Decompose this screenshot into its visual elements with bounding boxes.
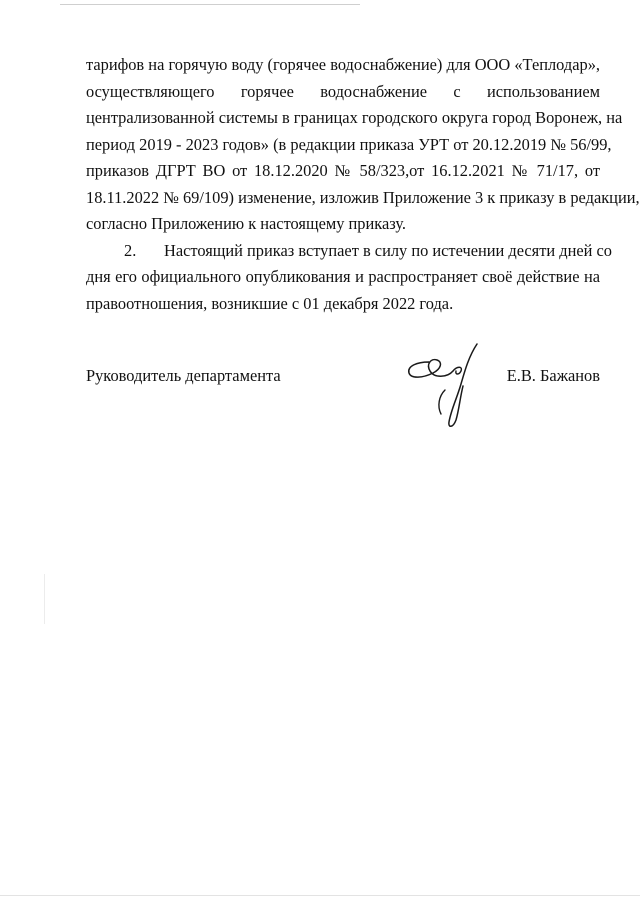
paragraph-2-line: Настоящий приказ вступает в силу по истечении десяти дней со [164,240,612,260]
paragraph-1 [86,52,640,238]
paragraph-1-line: централизованной системы в границах городского округа город Воронеж, на [86,108,623,127]
paragraph-2-line: правоотношения, возникшие с 01 декабря 2022 года. [86,293,454,313]
document-body [86,52,640,317]
paragraph-number: 2. [124,240,137,260]
paragraph-1-line: 18.11.2022 № 69/109) изменение, изложив Приложение 3 к приказу в редакции, [86,187,640,207]
signature-block [86,366,600,426]
paragraph-1-line: осуществляющего горячее водоснабжение с использованием [86,81,600,101]
signer-position: Руководитель департамента [86,366,281,385]
paragraph-2-first-line [86,238,612,265]
paragraph-1-line: тарифов на горячую воду (горячее водоснабжение) для ООО «Теплодар», [86,55,600,74]
scan-artifact [44,574,45,624]
paragraph-1-line: период 2019 - 2023 годов» (в редакции приказа УРТ от 20.12.2019 № 56/99, [86,134,612,154]
signer-name: Е.В. Бажанов [506,366,600,385]
paragraph-1-line: приказов ДГРТ ВО от 18.12.2020 № 58/323,от 16.12.2021 № 71/17, от [86,161,600,180]
scan-edge-top [60,4,360,5]
scan-edge-bottom [0,895,640,896]
paragraph-1-line: согласно Приложению к настоящему приказу. [86,214,407,233]
handwritten-signature [401,340,491,430]
paragraph-2 [86,238,612,318]
paragraph-2-line: дня его официального опубликования и распространяет своё действие на [86,267,600,286]
